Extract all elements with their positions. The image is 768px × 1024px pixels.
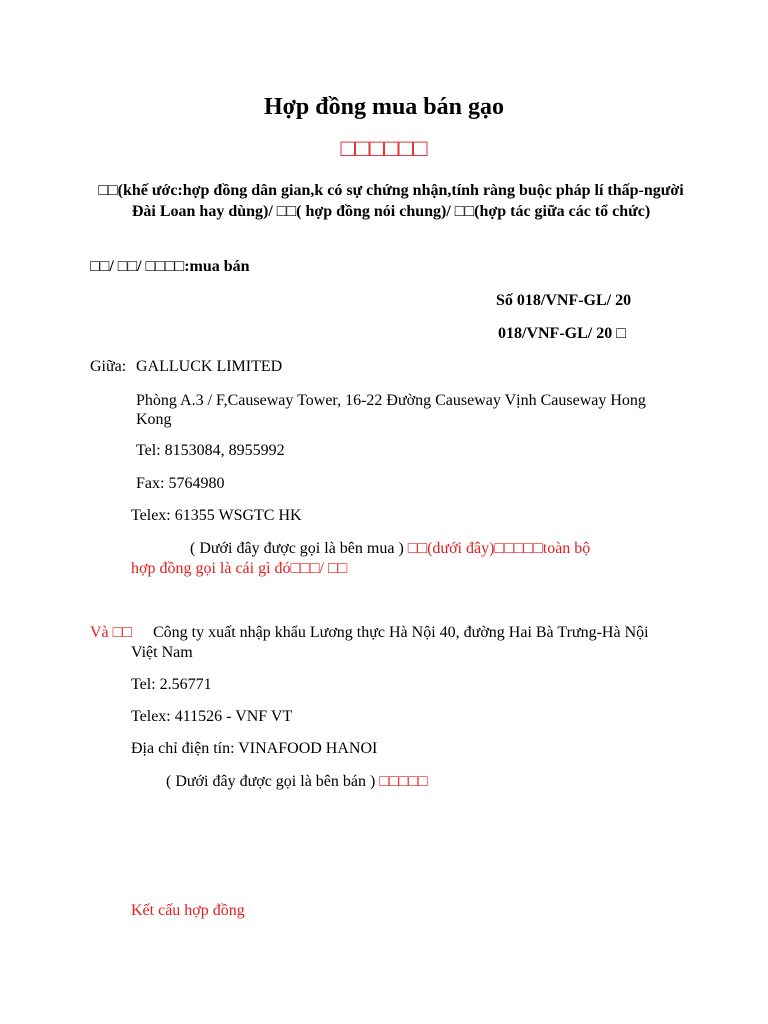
contract-number-cjk: 018/VNF-GL/ 20 □ <box>498 325 626 342</box>
buyer-telex: Telex: 61355 WSGTC HK <box>131 507 302 524</box>
buyer-role <box>190 540 590 558</box>
contract-number: Số 018/VNF-GL/ 20 <box>496 292 632 309</box>
seller-label: Và □□ <box>90 624 132 641</box>
document-title-cjk: □□□□□□ <box>340 136 428 162</box>
seller-cable-address: Địa chỉ điện tín: VINAFOOD HANOI <box>131 740 378 757</box>
seller-name: Công ty xuất nhập khẩu Lương thực Hà Nội 40, đường Hai Bà Trưng-Hà Nội <box>153 624 649 641</box>
seller-tel: Tel: 2.56771 <box>131 676 212 693</box>
buyer-address: Phòng A.3 / F,Causeway Tower, 16-22 Đường Causeway Vịnh Causeway Hong Kong <box>136 392 646 428</box>
seller-name-continued: Việt Nam <box>131 644 193 661</box>
contract-kind: □□/ □□/ □□□□:mua bán <box>90 258 250 275</box>
buyer-role-cjk-continued: hợp đồng gọi là cái gì đó□□□/ □□ <box>131 560 348 577</box>
buyer-fax: Fax: 5764980 <box>136 475 225 492</box>
seller-telex: Telex: 411526 - VNF VT <box>131 708 293 725</box>
contract-type-note: □□(khế ước:hợp đồng dân gian,k có sự chứng nhận,tính ràng buộc pháp lí thấp-người Đài Loan hay dùng)/ □□( hợp đồng nói chung)/ □□(hợp tác giữa các tổ chức) <box>98 182 684 220</box>
document-title: Hợp đồng mua bán gạo <box>263 94 505 120</box>
buyer-label: Giữa: <box>90 358 127 375</box>
section-heading: Kết cấu hợp đồng <box>131 902 245 919</box>
buyer-role-cjk: □□(dưới đây)□□□□□toàn bộ <box>407 540 591 557</box>
buyer-name: GALLUCK LIMITED <box>136 358 283 375</box>
buyer-tel: Tel: 8153084, 8955992 <box>136 442 285 459</box>
seller-role-text: ( Dưới đây được gọi là bên bán ) <box>166 773 376 790</box>
buyer-role-text: ( Dưới đây được gọi là bên mua ) <box>190 540 404 557</box>
seller-role <box>166 773 428 791</box>
seller-role-cjk: □□□□□ <box>379 773 428 790</box>
